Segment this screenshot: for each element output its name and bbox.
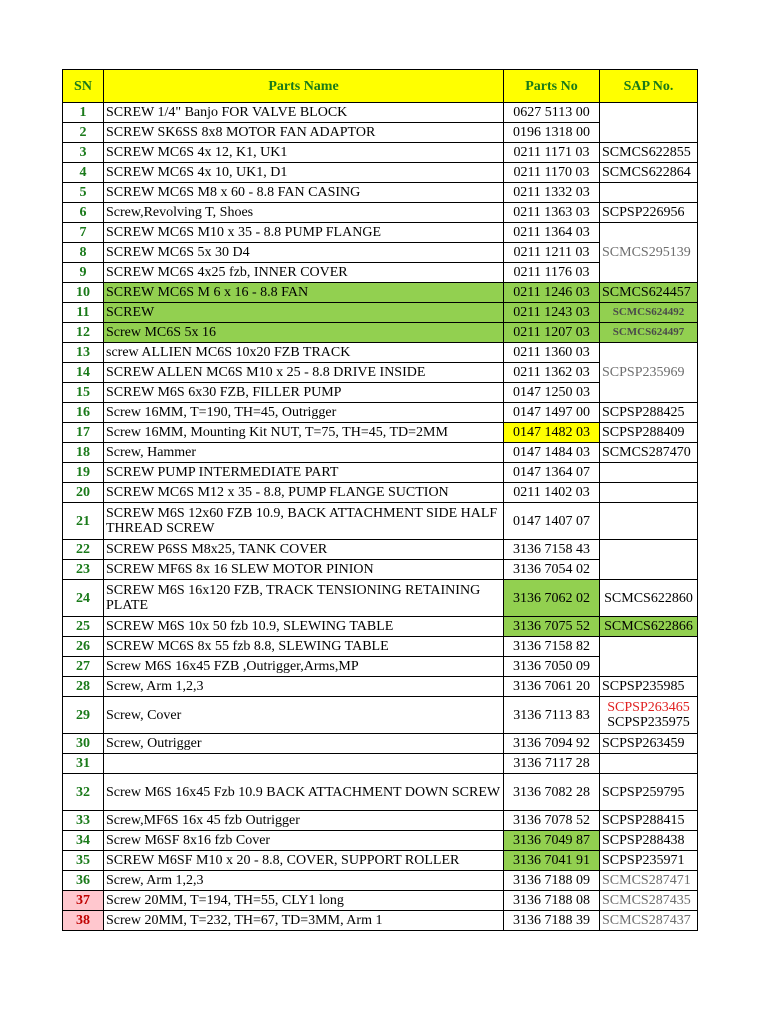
table-row [63, 811, 698, 831]
row-sap-no: SCMCS287471 [600, 871, 698, 891]
row-sn: 1 [63, 103, 104, 123]
row-part-name: Screw M6SF 8x16 fzb Cover [104, 831, 504, 851]
row-sap-no: SCMCS287470 [600, 443, 698, 463]
row-sap-no [600, 540, 698, 560]
row-sap-no: SCPSP235971 [600, 851, 698, 871]
table-row [63, 443, 698, 463]
row-part-name: Screw MC6S 5x 16 [104, 323, 504, 343]
row-part-name: SCREW ALLEN MC6S M10 x 25 - 8.8 DRIVE INSIDE [104, 363, 504, 383]
header-sn: SN [63, 70, 104, 103]
row-sn: 19 [63, 463, 104, 483]
row-part-name: screw ALLIEN MC6S 10x20 FZB TRACK [104, 343, 504, 363]
row-sn: 20 [63, 483, 104, 503]
row-sn: 13 [63, 343, 104, 363]
row-sn: 29 [63, 697, 104, 734]
row-part-name: Screw,MF6S 16x 45 fzb Outrigger [104, 811, 504, 831]
row-sap-no: SCPSP263459 [600, 734, 698, 754]
row-part-name: SCREW MC6S 5x 30 D4 [104, 243, 504, 263]
table-row [63, 734, 698, 754]
row-part-name: SCREW MC6S M10 x 35 - 8.8 PUMP FLANGE [104, 223, 504, 243]
row-part-name: SCREW MC6S 4x25 fzb, INNER COVER [104, 263, 504, 283]
row-part-no: 3136 7188 39 [504, 911, 600, 931]
header-parts-name: Parts Name [104, 70, 504, 103]
row-part-no: 0147 1482 03 [504, 423, 600, 443]
table-row [63, 183, 698, 203]
table-row [63, 891, 698, 911]
table-row [63, 423, 698, 443]
row-part-name: SCREW P6SS M8x25, TANK COVER [104, 540, 504, 560]
row-part-no: 3136 7049 87 [504, 831, 600, 851]
table-row [63, 657, 698, 677]
row-sap-no: SCMCS622855 [600, 143, 698, 163]
row-sap-no [600, 483, 698, 503]
row-sn: 28 [63, 677, 104, 697]
row-sap-no: SCMCS287435 [600, 891, 698, 911]
row-sap-no: SCPSP235985 [600, 677, 698, 697]
table-row [63, 103, 698, 123]
table-row [63, 560, 698, 580]
row-part-no: 3136 7113 83 [504, 697, 600, 734]
row-part-no: 3136 7075 52 [504, 617, 600, 637]
row-sap-no [600, 560, 698, 580]
table-row [63, 343, 698, 363]
row-sn: 12 [63, 323, 104, 343]
row-part-name: SCREW M6SF M10 x 20 - 8.8, COVER, SUPPORT ROLLER [104, 851, 504, 871]
row-part-no: 0211 1332 03 [504, 183, 600, 203]
row-sap-no [600, 123, 698, 143]
row-part-no: 3136 7188 09 [504, 871, 600, 891]
row-sn: 11 [63, 303, 104, 323]
row-part-name: SCREW 1/4" Banjo FOR VALVE BLOCK [104, 103, 504, 123]
header-sap-no: SAP No. [600, 70, 698, 103]
row-sn: 4 [63, 163, 104, 183]
row-part-name: Screw 20MM, T=232, TH=67, TD=3MM, Arm 1 [104, 911, 504, 931]
row-sap-no: SCMCS295139 [600, 243, 698, 263]
row-sn: 9 [63, 263, 104, 283]
row-sap-no [600, 463, 698, 483]
row-sap-no [600, 697, 698, 734]
row-part-no: 0211 1362 03 [504, 363, 600, 383]
table-row [63, 323, 698, 343]
row-part-no: 0211 1170 03 [504, 163, 600, 183]
row-sn: 14 [63, 363, 104, 383]
row-sn: 21 [63, 503, 104, 540]
row-part-no: 0627 5113 00 [504, 103, 600, 123]
row-sap-no: SCMCS624492 [600, 303, 698, 323]
row-sn: 22 [63, 540, 104, 560]
row-part-no: 0211 1246 03 [504, 283, 600, 303]
row-sn: 10 [63, 283, 104, 303]
row-sn: 15 [63, 383, 104, 403]
table-row [63, 754, 698, 774]
row-part-no: 0147 1364 07 [504, 463, 600, 483]
row-part-no: 0211 1364 03 [504, 223, 600, 243]
table-row [63, 203, 698, 223]
table-row [63, 283, 698, 303]
row-sn: 36 [63, 871, 104, 891]
row-sn: 5 [63, 183, 104, 203]
parts-table [62, 69, 698, 931]
table-row [63, 463, 698, 483]
row-part-name: Screw, Cover [104, 697, 504, 734]
row-part-name: Screw, Outrigger [104, 734, 504, 754]
table-row [63, 851, 698, 871]
sap-no-primary: SCPSP263465 [607, 700, 690, 715]
row-part-no: 3136 7078 52 [504, 811, 600, 831]
row-sap-no [600, 263, 698, 283]
table-row [63, 223, 698, 243]
row-sap-no [600, 657, 698, 677]
row-part-name: SCREW MF6S 8x 16 SLEW MOTOR PINION [104, 560, 504, 580]
row-sn: 24 [63, 580, 104, 617]
row-sn: 18 [63, 443, 104, 463]
row-part-name: SCREW PUMP INTERMEDIATE PART [104, 463, 504, 483]
row-part-no: 0211 1176 03 [504, 263, 600, 283]
row-sn: 33 [63, 811, 104, 831]
row-sn: 30 [63, 734, 104, 754]
row-sap-no [600, 183, 698, 203]
row-sap-no [600, 343, 698, 363]
table-row [63, 483, 698, 503]
row-sap-no: SCPSP288409 [600, 423, 698, 443]
table-row [63, 637, 698, 657]
row-sap-no: SCPSP288438 [600, 831, 698, 851]
row-part-name: SCREW MC6S 4x 10, UK1, D1 [104, 163, 504, 183]
row-sap-no: SCMCS624497 [600, 323, 698, 343]
row-part-no: 3136 7061 20 [504, 677, 600, 697]
row-part-name: SCREW SK6SS 8x8 MOTOR FAN ADAPTOR [104, 123, 504, 143]
row-sap-no [600, 637, 698, 657]
row-sap-no [600, 383, 698, 403]
row-part-no: 0211 1402 03 [504, 483, 600, 503]
row-part-no: 3136 7094 92 [504, 734, 600, 754]
row-sn: 23 [63, 560, 104, 580]
table-row [63, 774, 698, 811]
row-sap-no: SCMCS622866 [600, 617, 698, 637]
row-part-name: SCREW M6S 16x120 FZB, TRACK TENSIONING RETAINING PLATE [104, 580, 504, 617]
row-part-no: 3136 7041 91 [504, 851, 600, 871]
row-sn: 31 [63, 754, 104, 774]
row-part-name: SCREW MC6S 8x 55 fzb 8.8, SLEWING TABLE [104, 637, 504, 657]
row-sn: 17 [63, 423, 104, 443]
row-sap-no: SCPSP288425 [600, 403, 698, 423]
row-part-name: SCREW [104, 303, 504, 323]
row-part-name: SCREW M6S 10x 50 fzb 10.9, SLEWING TABLE [104, 617, 504, 637]
row-part-no: 0211 1171 03 [504, 143, 600, 163]
row-part-no: 3136 7050 09 [504, 657, 600, 677]
row-part-no: 0211 1363 03 [504, 203, 600, 223]
row-part-name: Screw 16MM, T=190, TH=45, Outrigger [104, 403, 504, 423]
row-part-name [104, 754, 504, 774]
row-part-name: SCREW MC6S M12 x 35 - 8.8, PUMP FLANGE SUCTION [104, 483, 504, 503]
row-part-no: 0211 1360 03 [504, 343, 600, 363]
row-part-name: Screw M6S 16x45 FZB ,Outrigger,Arms,MP [104, 657, 504, 677]
table-row [63, 403, 698, 423]
row-part-name: SCREW M6S 12x60 FZB 10.9, BACK ATTACHMENT SIDE HALF THREAD SCREW [104, 503, 504, 540]
row-part-name: Screw M6S 16x45 Fzb 10.9 BACK ATTACHMENT DOWN SCREW [104, 774, 504, 811]
table-row [63, 580, 698, 617]
row-part-name: SCREW MC6S M 6 x 16 - 8.8 FAN [104, 283, 504, 303]
table-row [63, 911, 698, 931]
row-sap-no: SCMCS287437 [600, 911, 698, 931]
table-row [63, 697, 698, 734]
row-part-no: 0211 1211 03 [504, 243, 600, 263]
row-sap-no: SCMCS624457 [600, 283, 698, 303]
table-row [63, 617, 698, 637]
row-sap-no: SCMCS622860 [600, 580, 698, 617]
row-sn: 16 [63, 403, 104, 423]
row-sap-no [600, 103, 698, 123]
row-sn: 27 [63, 657, 104, 677]
row-sap-no: SCPSP235969 [600, 363, 698, 383]
row-sn: 3 [63, 143, 104, 163]
row-part-no: 0196 1318 00 [504, 123, 600, 143]
row-part-no: 0147 1484 03 [504, 443, 600, 463]
table-row [63, 143, 698, 163]
header-row [63, 70, 698, 103]
sap-no-secondary: SCPSP235975 [607, 715, 690, 730]
row-part-no: 3136 7117 28 [504, 754, 600, 774]
row-sn: 8 [63, 243, 104, 263]
row-sn: 37 [63, 891, 104, 911]
row-part-no: 0147 1497 00 [504, 403, 600, 423]
row-sn: 6 [63, 203, 104, 223]
row-sap-no [600, 223, 698, 243]
row-part-no: 0147 1250 03 [504, 383, 600, 403]
table-row [63, 163, 698, 183]
table-row [63, 383, 698, 403]
table-row [63, 243, 698, 263]
row-sn: 25 [63, 617, 104, 637]
row-sn: 26 [63, 637, 104, 657]
row-part-no: 3136 7188 08 [504, 891, 600, 911]
row-part-no: 3136 7158 43 [504, 540, 600, 560]
table-row [63, 831, 698, 851]
row-part-name: Screw, Arm 1,2,3 [104, 677, 504, 697]
row-part-name: Screw,Revolving T, Shoes [104, 203, 504, 223]
row-sn: 38 [63, 911, 104, 931]
table-row [63, 263, 698, 283]
row-part-no: 0211 1243 03 [504, 303, 600, 323]
row-part-name: SCREW M6S 6x30 FZB, FILLER PUMP [104, 383, 504, 403]
row-sap-no: SCMCS622864 [600, 163, 698, 183]
row-part-name: Screw 16MM, Mounting Kit NUT, T=75, TH=45, TD=2MM [104, 423, 504, 443]
table-row [63, 871, 698, 891]
row-sap-no [600, 754, 698, 774]
row-part-name: Screw, Arm 1,2,3 [104, 871, 504, 891]
row-part-name: Screw, Hammer [104, 443, 504, 463]
row-part-no: 3136 7082 28 [504, 774, 600, 811]
row-sn: 32 [63, 774, 104, 811]
table-row [63, 503, 698, 540]
row-sn: 2 [63, 123, 104, 143]
row-sn: 7 [63, 223, 104, 243]
row-part-name: Screw 20MM, T=194, TH=55, CLY1 long [104, 891, 504, 911]
row-part-no: 3136 7054 02 [504, 560, 600, 580]
table-row [63, 540, 698, 560]
row-part-name: SCREW MC6S 4x 12, K1, UK1 [104, 143, 504, 163]
row-sn: 34 [63, 831, 104, 851]
row-part-no: 0147 1407 07 [504, 503, 600, 540]
header-parts-no: Parts No [504, 70, 600, 103]
table-row [63, 303, 698, 323]
row-part-no: 3136 7062 02 [504, 580, 600, 617]
row-sap-no: SCPSP288415 [600, 811, 698, 831]
row-part-no: 0211 1207 03 [504, 323, 600, 343]
row-sn: 35 [63, 851, 104, 871]
row-sap-no [600, 503, 698, 540]
row-sap-no: SCPSP226956 [600, 203, 698, 223]
row-part-name: SCREW MC6S M8 x 60 - 8.8 FAN CASING [104, 183, 504, 203]
table-row [63, 363, 698, 383]
table-row [63, 677, 698, 697]
row-part-no: 3136 7158 82 [504, 637, 600, 657]
row-sap-no: SCPSP259795 [600, 774, 698, 811]
table-row [63, 123, 698, 143]
